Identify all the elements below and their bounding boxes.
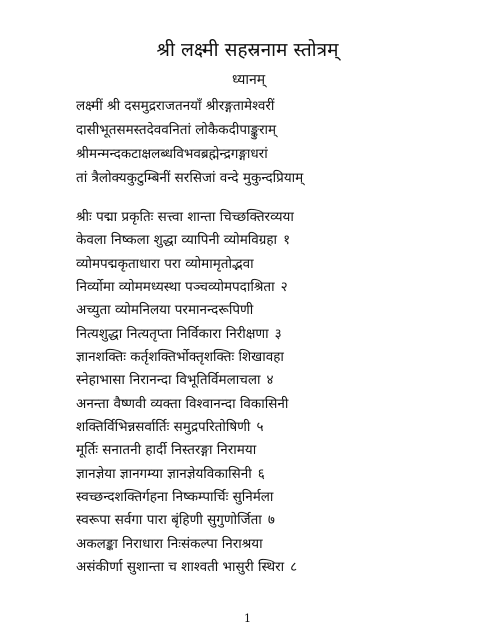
- verse-text: अच्युता व्योमनिलया परमानन्दरूपिणी: [76, 302, 254, 319]
- verse-line: [76, 299, 476, 322]
- dhyanam-line: तां त्रैलोक्यकुटुम्बिनीं सरसिजां वन्दे मुकुन्दप्रियाम्: [76, 170, 304, 186]
- verse-text: केवला निष्कला शुद्धा व्यापिनी व्योमविग्रहा: [76, 232, 278, 249]
- verse-line: [76, 276, 476, 299]
- verse-line: [76, 556, 476, 579]
- verse-number: २: [280, 279, 288, 296]
- verse-line: [76, 509, 476, 532]
- verse-text: स्नेहाभासा निरानन्दा विभूतिर्विमलाचला: [76, 372, 261, 389]
- verse-line: [76, 346, 476, 369]
- verse-text: शक्तिर्विभिन्नसर्वार्तिः समुद्रपरितोषिणी: [76, 419, 251, 436]
- verse-text: निर्व्योमा व्योममध्यस्था पञ्चव्योमपदाश्रिता: [76, 279, 275, 296]
- dhyanam-verse-block: [76, 94, 476, 190]
- verse-number: ३: [274, 325, 282, 342]
- verse-text: ज्ञानज्ञेया ज्ञानगम्या ज्ञानज्ञेयविकासिनी: [76, 465, 252, 482]
- verse-number: ८: [290, 559, 298, 576]
- verse-text: अनन्ता वैष्णवी व्यक्ता विश्वानन्दा विकासिनी: [76, 395, 289, 412]
- stotram-verse-block: [76, 206, 476, 580]
- verse-text: ज्ञानशक्तिः कर्तृशक्तिर्भोक्तृशक्तिः शिखावहा: [76, 349, 284, 366]
- verse-line: [76, 439, 476, 462]
- dhyanam-line: श्रीमन्मन्दकटाक्षलब्धविभवब्रह्मेन्द्रगङ्गाधरां: [76, 146, 268, 162]
- verse-text: स्वरूपा सर्वगा पारा बृंहिणी सुगुणोर्जिता: [76, 512, 262, 529]
- dhyanam-line: लक्ष्मीं श्री दसमुद्रराजतनयाँ श्रीरङ्गतामेश्वरीं: [76, 98, 275, 114]
- page-number: 1: [244, 612, 251, 625]
- section-heading-dhyanam: ध्यानम्: [232, 72, 266, 88]
- verse-line: [76, 533, 476, 556]
- verse-number: ६: [257, 465, 265, 482]
- verse-text: नित्यशुद्धा नित्यतृप्ता निर्विकारा निरीक्षणा: [76, 325, 269, 342]
- verse-text: श्रीः पद्मा प्रकृतिः सत्त्वा शान्ता चिच्छक्तिरव्यया: [76, 209, 294, 225]
- verse-number: ५: [256, 419, 264, 436]
- verse-text: अकलङ्का निराधारा निःसंकल्पा निराश्रया: [76, 535, 263, 552]
- verse-text: व्योमपद्मकृताधारा परा व्योमामृतोद्भवा: [76, 255, 254, 272]
- verse-line: [76, 369, 476, 392]
- verse-number: ४: [266, 372, 274, 389]
- verse-line: [76, 206, 476, 229]
- verse-line: [76, 323, 476, 346]
- page-title: श्री लक्ष्मी सहस्रनाम स्तोत्रम्: [156, 39, 339, 61]
- verse-line: [76, 393, 476, 416]
- verse-text: असंकीर्णा सुशान्ता च शाश्वती भासुरी स्थिरा: [76, 559, 285, 576]
- verse-text: मूर्तिः सनातनी हार्दी निस्तरङ्गा निरामया: [76, 442, 257, 459]
- verse-number: १: [283, 232, 291, 249]
- verse-line: [76, 229, 476, 252]
- verse-text: स्वच्छन्दशक्तिर्गहना निष्कम्पार्चिः सुनिर्मला: [76, 489, 274, 506]
- verse-line: [76, 416, 476, 439]
- verse-number: ७: [267, 512, 275, 529]
- verse-line: [76, 463, 476, 486]
- verse-line: [76, 253, 476, 276]
- verse-line: [76, 486, 476, 509]
- dhyanam-line: दासीभूतसमस्तदेववनितां लोकैकदीपाङ्कुराम्: [76, 122, 277, 138]
